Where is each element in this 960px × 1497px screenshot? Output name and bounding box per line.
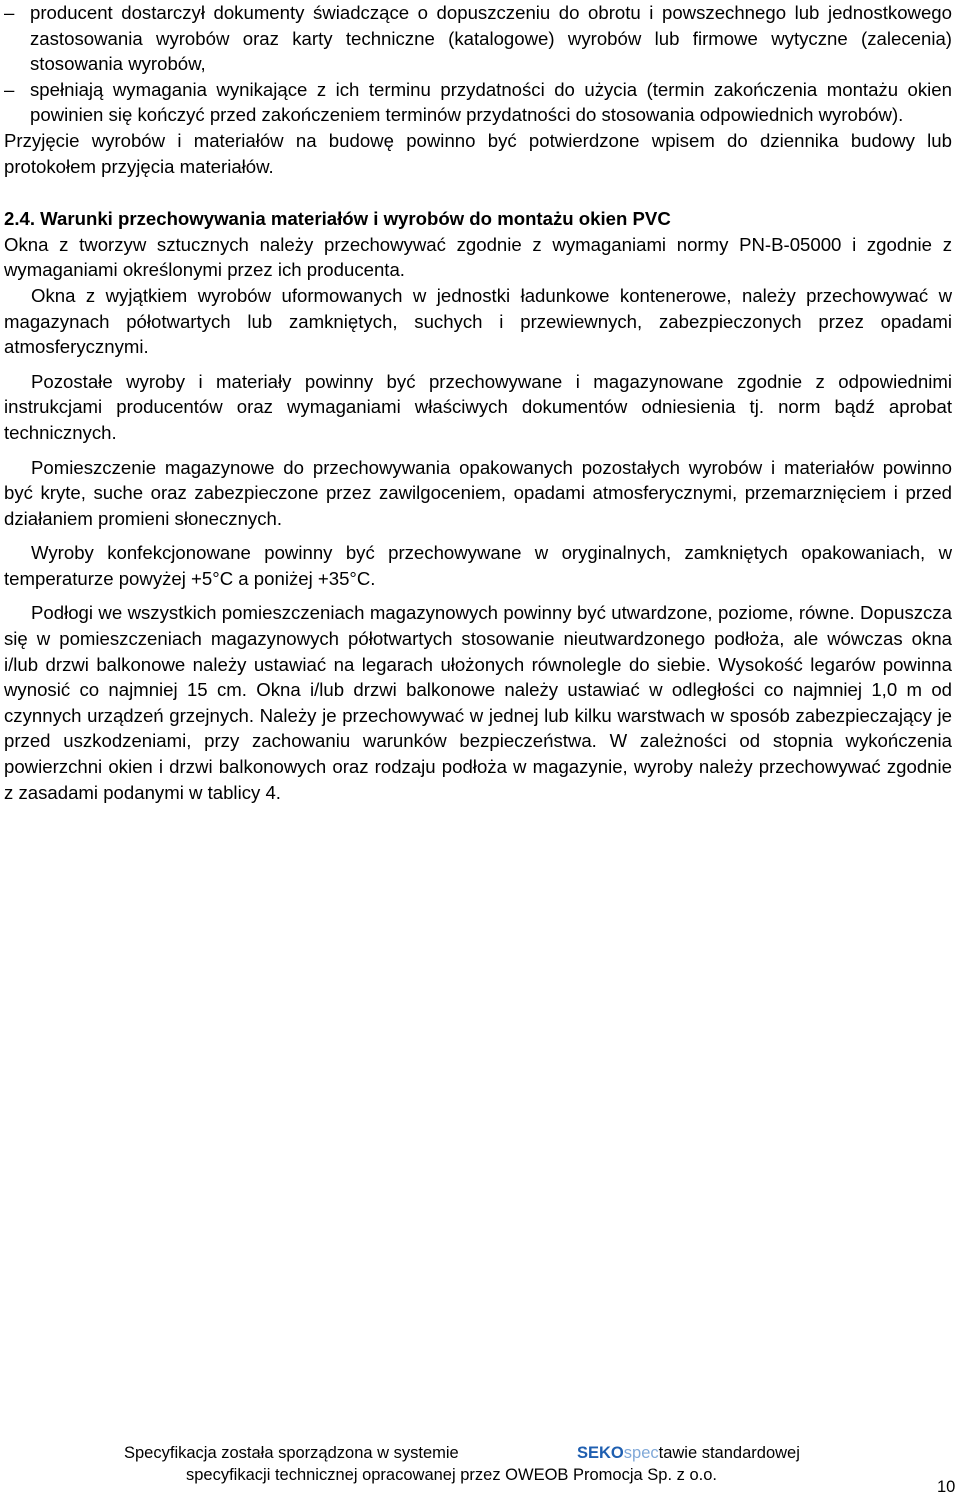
list-dash: – xyxy=(4,2,15,23)
footer-line-2-text: specyfikacji technicznej opracowanej przez OWEOB Promocja Sp. z o.o. xyxy=(186,1466,717,1484)
paragraph-temperature: Wyroby konfekcjonowane powinny być przechowywane w oryginalnych, zamkniętych opakowaniach, w temperaturze powyżej +5°C a poniżej +35°C. xyxy=(4,542,952,589)
list-item-text: producent dostarczył dokumenty świadczące o dopuszczeniu do obrotu i powszechnego lub jednostkowego zastosowania wyrobów oraz karty techniczne (katalogowe) wyrobów lub firmowe wytyczne (zalecenia) stosowania wyrobów, xyxy=(30,2,952,75)
list-item-text: spełniają wymagania wynikające z ich terminu przydatności do użycia (termin zakończenia montażu okien powinien się kończyć przed zakończeniem terminów przydatności do stosowania odpowiednich wyrobów). xyxy=(30,78,952,126)
document-body xyxy=(4,0,952,805)
paragraph-storage-room: Pomieszczenie magazynowe do przechowywania opakowanych pozostałych wyrobów i materiałów powinno być kryte, suche oraz zabezpieczone przez zawilgoceniem, opadami atmosferycznymi, przemarznięciem i przed działaniem promieni słonecznych. xyxy=(4,456,952,529)
paragraph-floors: Podłogi we wszystkich pomieszczeniach magazynowych powinny być utwardzone, poziome, równe. Dopuszcza się w pomieszczeniach magazynowych półotwartych stosowanie nieutwardzonego podłoża, ale wówczas okna i/lub drzwi balkonowe należy ustawiać na legarach ułożonych równolegle do siebie. Wysokość legarów powinna wynosić co najmniej 15 cm. Okna i/lub drzwi balkonowe należy ustawiać w odległości co najmniej 1,0 m od czynnych urządzeń grzejnych. Należy je przechowywać w jednej lub kilku warstwach w sposób zabezpieczający je przed uszkodzeniami, przy zachowaniu warunków bezpieczeństwa. W zależności od stopnia wykończenia powierzchni okien i drzwi balkonowych oraz rodzaju podłoża w magazynie, wyroby należy przechowywać zgodnie z zasadami podanymi w tablicy 4. xyxy=(4,602,952,803)
footer-suffix: tawie standardowej xyxy=(658,1444,800,1462)
page-number: 10 xyxy=(937,1478,956,1496)
brand-seko: SEKO xyxy=(577,1444,624,1462)
acceptance-paragraph: Przyjęcie wyrobów i materiałów na budowę powinno być potwierdzone wpisem do dziennika budowy lub protokołem przyjęcia materiałów. xyxy=(4,129,952,177)
paragraph-storage-warehouses: Okna z wyjątkiem wyrobów uformowanych w jednostki ładunkowe kontenerowe, należy przechowywać w magazynach półotwartych lub zamkniętych, suchych i przewiewnych, zabezpieczonych przez opadami atmosferycznymi. xyxy=(4,284,952,358)
section-heading: 2.4. Warunki przechowywania materiałów i wyrobów do montażu okien PVC xyxy=(4,208,671,230)
paragraph-other-products: Pozostałe wyroby i materiały powinny być przechowywane i magazynowane zgodnie z odpowiednimi instrukcjami producentów oraz wymaganiami właściwych dokumentów odniesienia tj. norm bądź aprobat technicznych. xyxy=(4,370,952,443)
list-item xyxy=(4,77,952,128)
paragraph-storage-norm: Okna z tworzyw sztucznych należy przechowywać zgodnie z wymaganiami normy PN-B-05000 i zgodnie z wymaganiami określonymi przez ich producenta. xyxy=(4,233,952,281)
footer-prefix: Specyfikacja została sporządzona w systemie xyxy=(124,1444,459,1462)
brand-spec: spec xyxy=(623,1444,659,1462)
list-item xyxy=(4,0,952,77)
list-dash: – xyxy=(4,78,15,100)
footer-brand xyxy=(577,1443,800,1463)
